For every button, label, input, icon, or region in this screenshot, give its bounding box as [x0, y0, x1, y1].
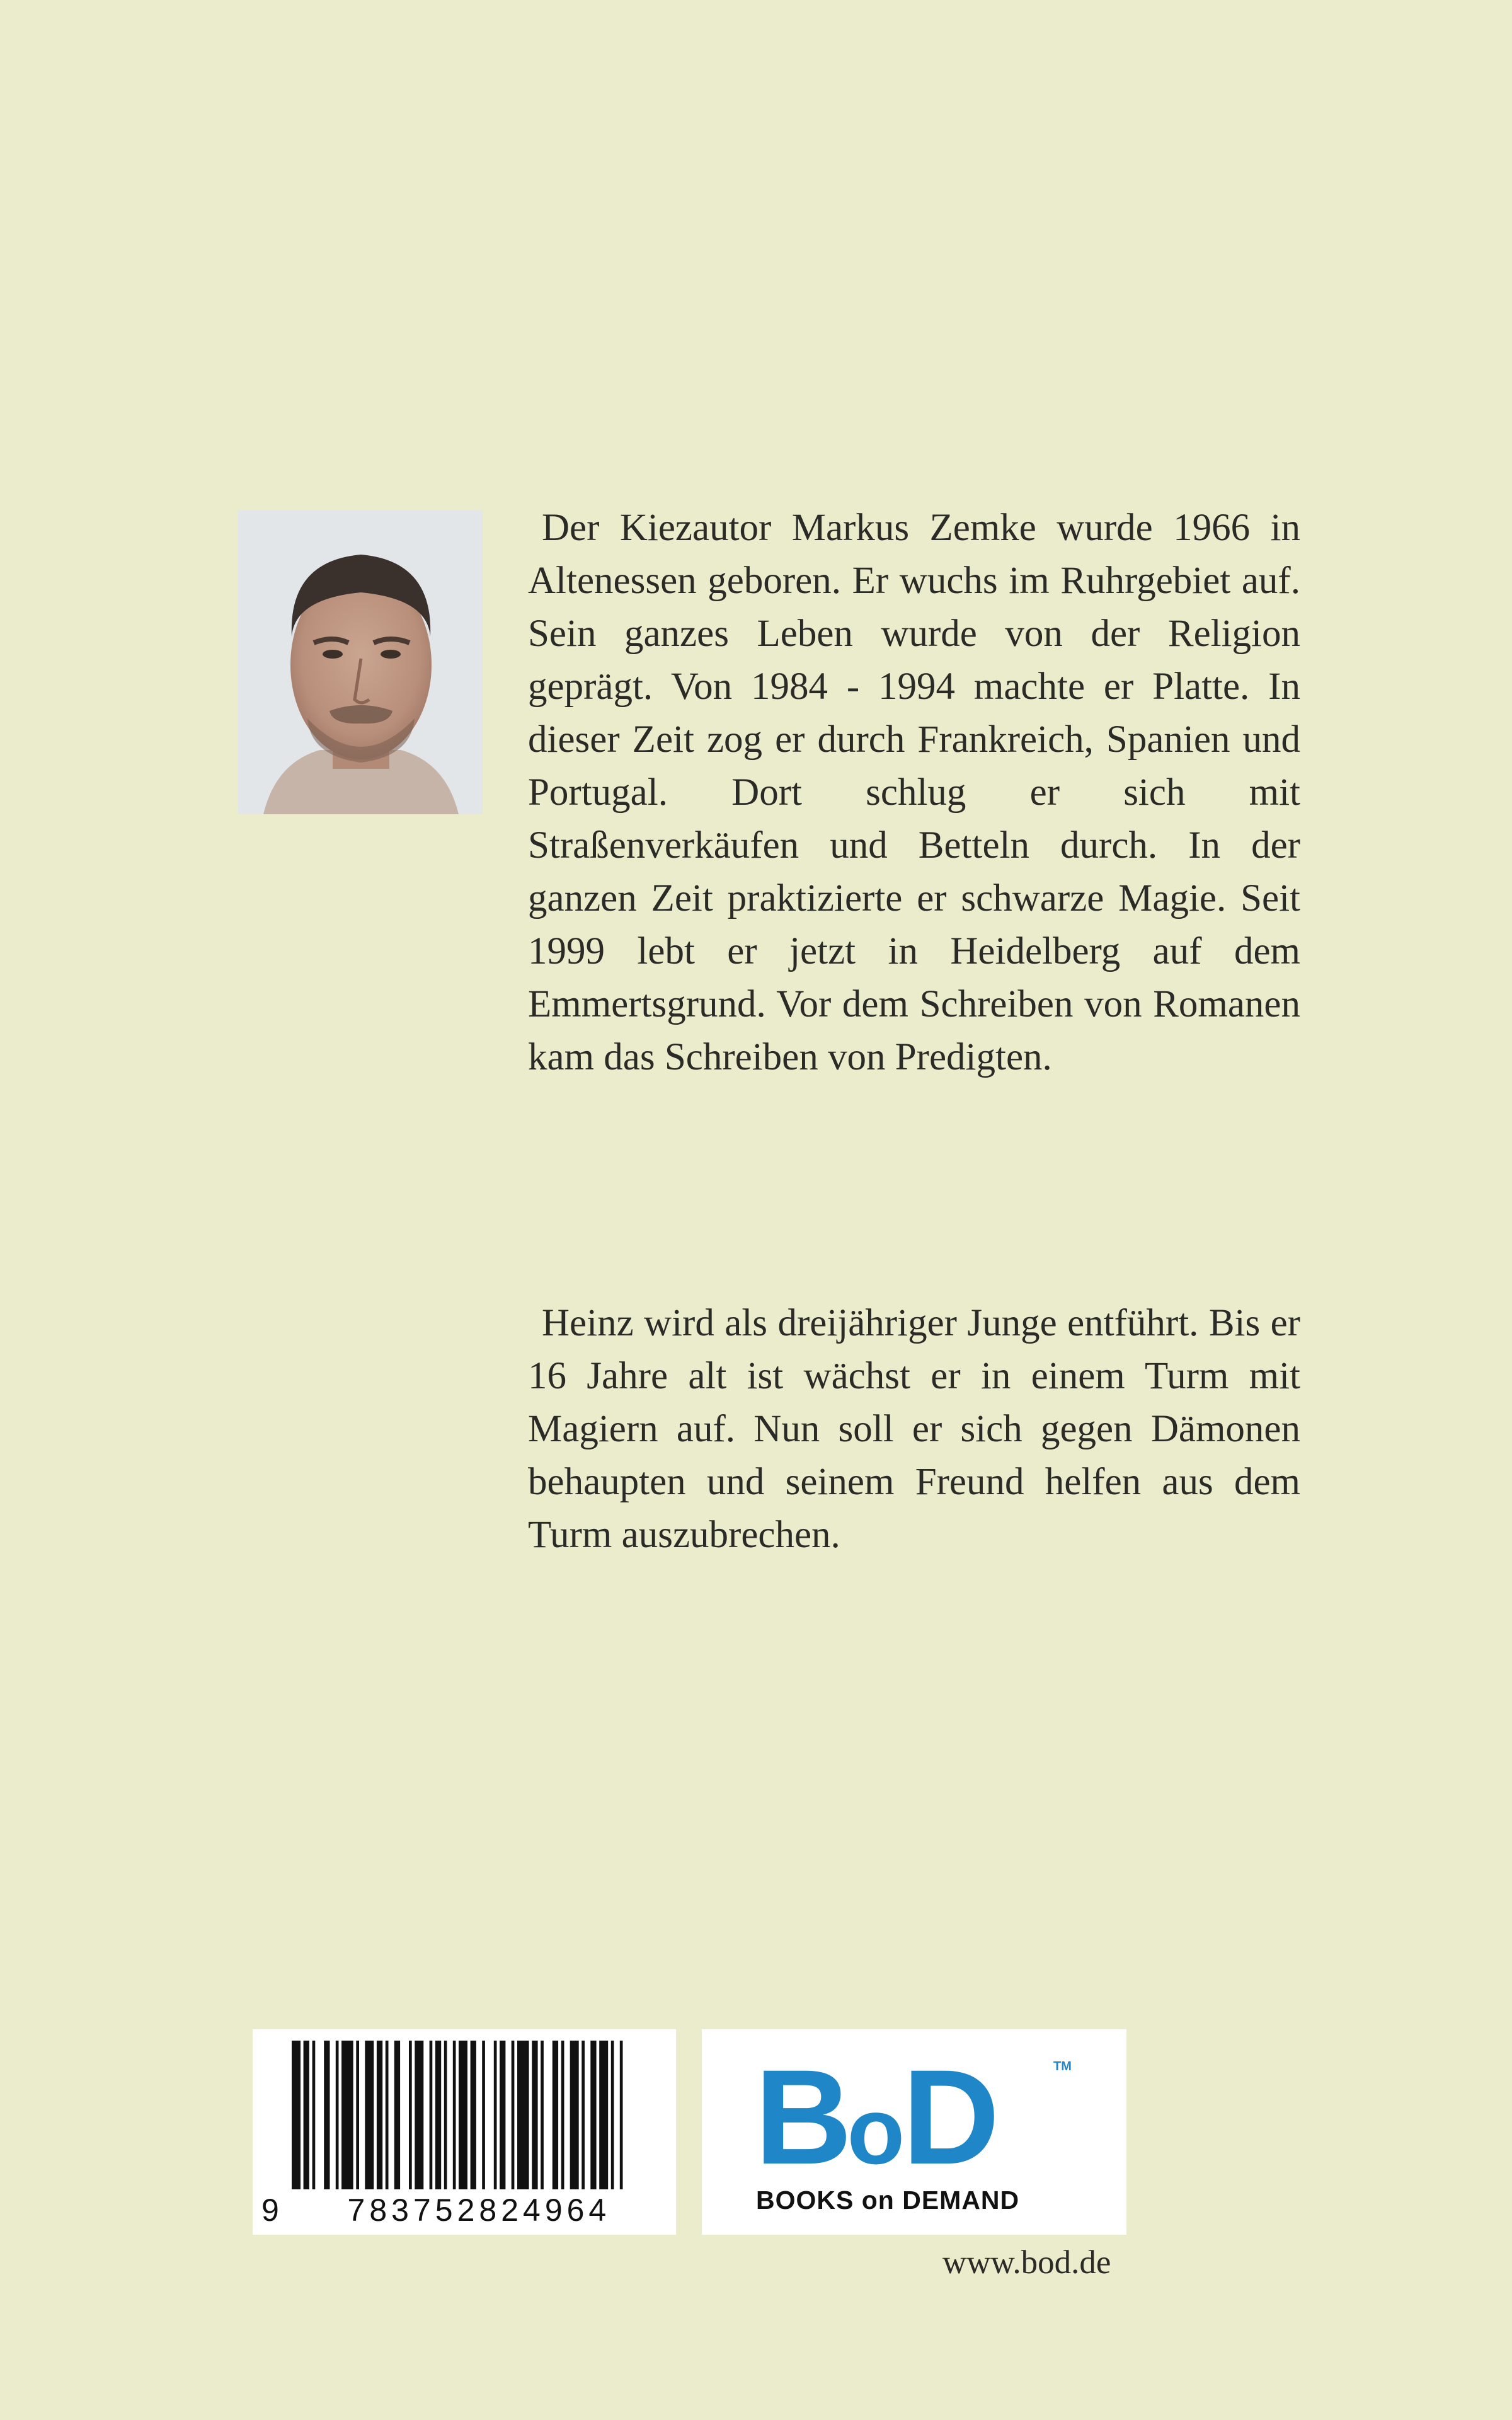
- barcode-bar: [599, 2041, 608, 2189]
- barcode-bar: [409, 2041, 412, 2189]
- barcode-bar: [581, 2041, 585, 2189]
- barcode-bar: [590, 2041, 596, 2189]
- barcode-bar: [312, 2041, 316, 2189]
- bod-logo-b: B: [755, 2042, 847, 2192]
- publisher-website: www.bod.de: [942, 2244, 1111, 2281]
- barcode-bar: [336, 2041, 339, 2189]
- barcode-bar: [341, 2041, 353, 2189]
- barcode-bar: [356, 2041, 359, 2189]
- barcode-bar: [459, 2041, 467, 2189]
- barcode-bar: [517, 2041, 529, 2189]
- bod-logo-o: o: [847, 2078, 903, 2184]
- barcode-bar: [377, 2041, 382, 2189]
- barcode-bar: [365, 2041, 374, 2189]
- barcode-bar: [444, 2041, 447, 2189]
- trademark-symbol: TM: [1053, 2060, 1072, 2073]
- barcode-bar: [512, 2041, 515, 2189]
- barcode-bar: [500, 2041, 505, 2189]
- barcode-bar: [553, 2041, 558, 2189]
- book-blurb: Heinz wird als dreijähriger Junge entführt. Bis er 16 Jahre alt ist wächst er in einem Turm mit Magiern auf. Nun soll er sich gegen Dämonen behaupten und seinem Freund helfen aus dem Turm auszubrechen.: [528, 1302, 1300, 1556]
- barcode-bar: [430, 2041, 433, 2189]
- isbn-lead-digit: 9: [261, 2192, 281, 2228]
- barcode-bar: [611, 2041, 614, 2189]
- author-photo: [238, 510, 483, 814]
- barcode-bar: [292, 2041, 301, 2189]
- barcode-bar: [482, 2041, 485, 2189]
- barcode-bar: [394, 2041, 400, 2189]
- barcode-bar: [435, 2041, 441, 2189]
- barcode-bar: [415, 2041, 423, 2189]
- barcode-bar: [620, 2041, 623, 2189]
- publisher-tagline: BOOKS on DEMAND: [756, 2186, 1020, 2215]
- isbn-number: [261, 2192, 671, 2228]
- barcode-bar: [453, 2041, 456, 2189]
- isbn-digits: 783752824964: [347, 2192, 611, 2228]
- barcode-bar: [494, 2041, 497, 2189]
- barcode-bar: [471, 2041, 476, 2189]
- barcode-bar: [324, 2041, 329, 2189]
- barcode-bar: [570, 2041, 579, 2189]
- bod-logo: [755, 2042, 995, 2194]
- bod-logo-d: D: [902, 2042, 995, 2192]
- barcode-bar: [541, 2041, 544, 2189]
- barcode-bar: [532, 2041, 537, 2189]
- barcode-bar: [304, 2041, 309, 2189]
- publisher-logo-box: [702, 2029, 1126, 2235]
- author-bio: Der Kiezautor Markus Zemke wurde 1966 in Altenessen geboren. Er wuchs im Ruhrgebiet auf. Sein ganzes Leben wurde von der Religion geprägt. Von 1984 - 1994 machte er Platte. In dieser Zeit zog er durch Frankreich, Spanien und Portugal. Dort schlug er sich mit Straßenverkäufen und Betteln durch. In der ganzen Zeit praktizierte er schwarze Magie. Seit 1999 lebt er jetzt in Heidelberg auf dem Emmertsgrund. Vor dem Schreiben von Romanen kam das Schreiben von Predigten.: [528, 507, 1300, 1078]
- barcode-bar: [386, 2041, 389, 2189]
- isbn-barcode: [253, 2029, 676, 2235]
- barcode-bar: [561, 2041, 564, 2189]
- author-portrait-icon: [238, 510, 483, 814]
